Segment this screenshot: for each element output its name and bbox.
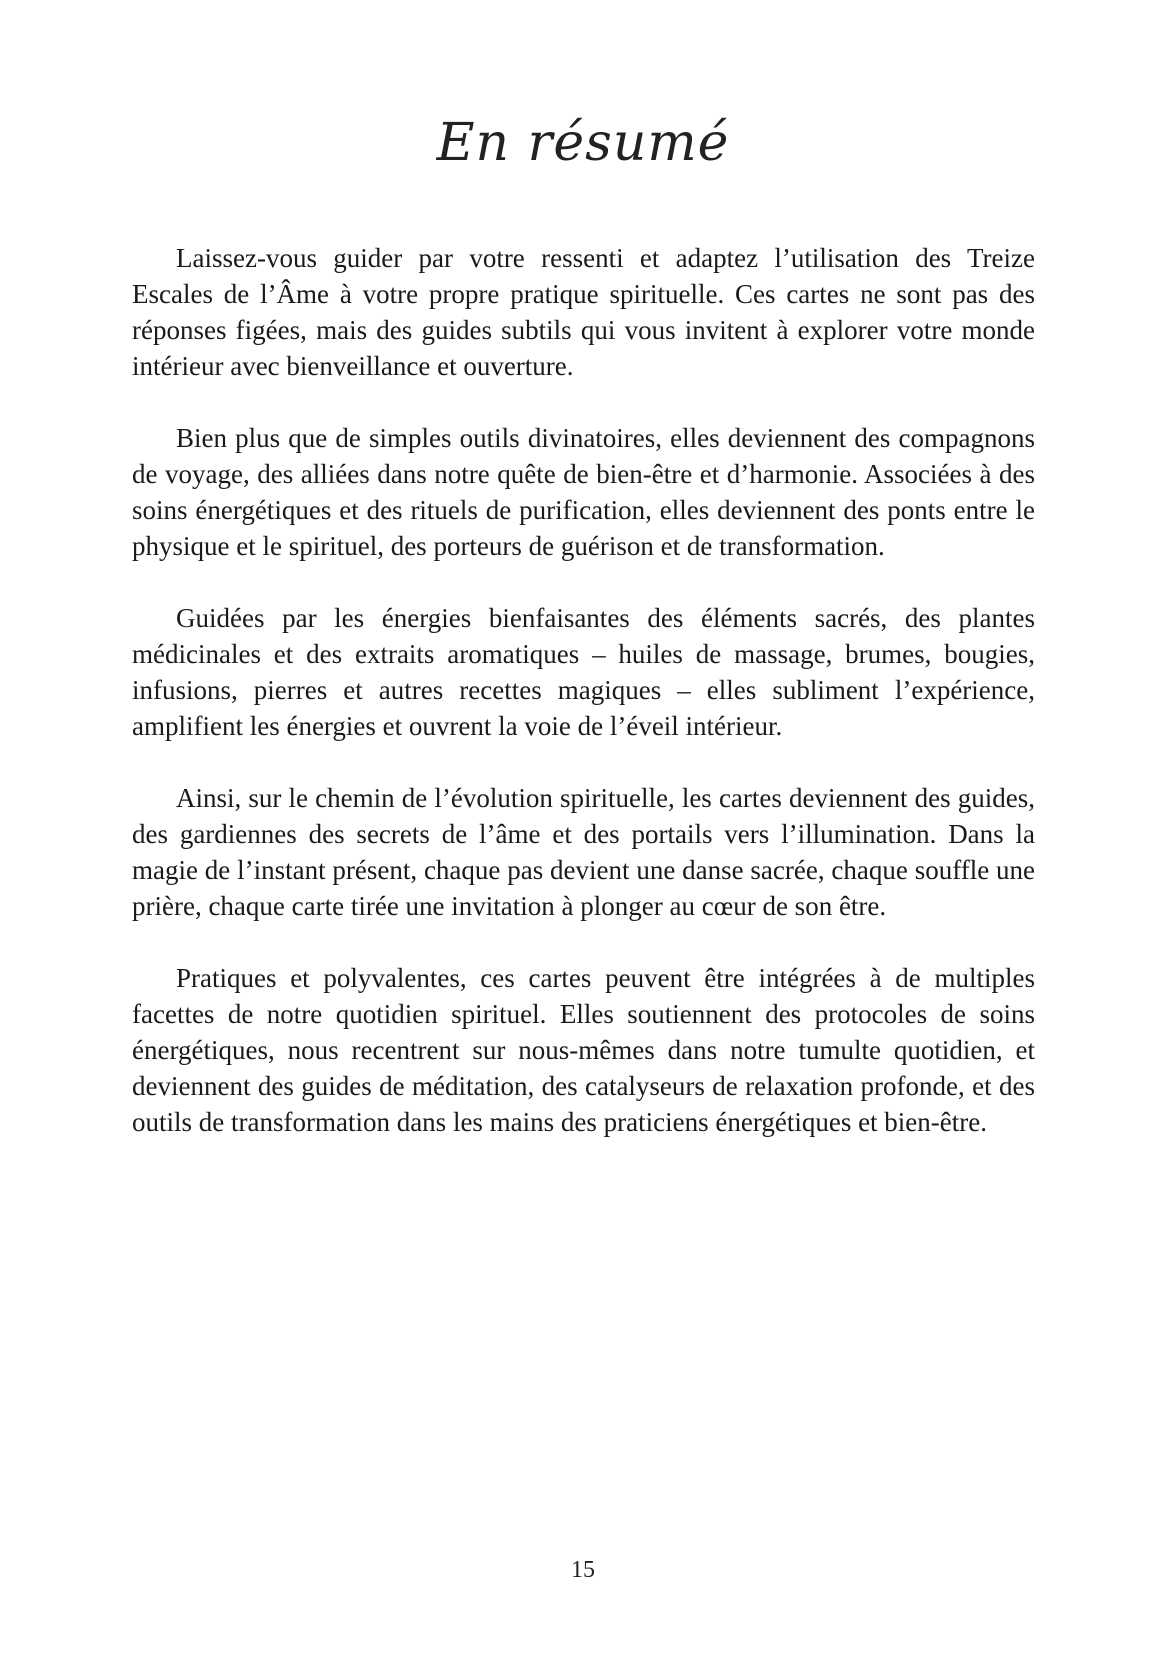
paragraph-2: Bien plus que de simples outils divinatoires, elles deviennent des compagnons de voyage, des alliées dans notre quête de bien-être et d’harmonie. Associées à des soins énergétiques et des rituels de purification, elles deviennent des ponts entre le physique et le spirituel, des porteurs de guérison et de transformation. [132,423,1035,561]
paragraph-3: Guidées par les énergies bienfaisantes des éléments sacrés, des plantes médicinales et des extraits aromatiques – huiles de massage, brumes, bougies, infusions, pierres et autres recettes magiques – elles subliment l’expérience, amplifient les énergies et ouvrent la voie de l’éveil intérieur. [132,603,1035,741]
page-number: 15 [571,1557,595,1583]
paragraph-4: Ainsi, sur le chemin de l’évolution spirituelle, les cartes deviennent des guides, des gardiennes des secrets de l’âme et des portails vers l’illumination. Dans la magie de l’instant présent, chaque pas devient une danse sacrée, chaque souffle une prière, chaque carte tirée une invitation à plonger au cœur de son être. [132,783,1035,921]
paragraph-1: Laissez-vous guider par votre ressenti et adaptez l’utilisation des Treize Escales de l’Âme à votre propre pratique spirituelle. Ces cartes ne sont pas des réponses figées, mais des guides subtils qui vous invitent à explorer votre monde intérieur avec bienveillance et ouverture. [132,243,1035,381]
page-title: En résumé [436,113,730,173]
body-text [132,240,1035,1176]
paragraph-5: Pratiques et polyvalentes, ces cartes peuvent être intégrées à de multiples facettes de notre quotidien spirituel. Elles soutiennent des protocoles de soins énergétiques, nous recentrent sur nous-mêmes dans notre tumulte quotidien, et deviennent des guides de méditation, des catalyseurs de relaxation profonde, et des outils de transformation dans les mains des praticiens énergétiques et bien-être. [132,963,1035,1137]
